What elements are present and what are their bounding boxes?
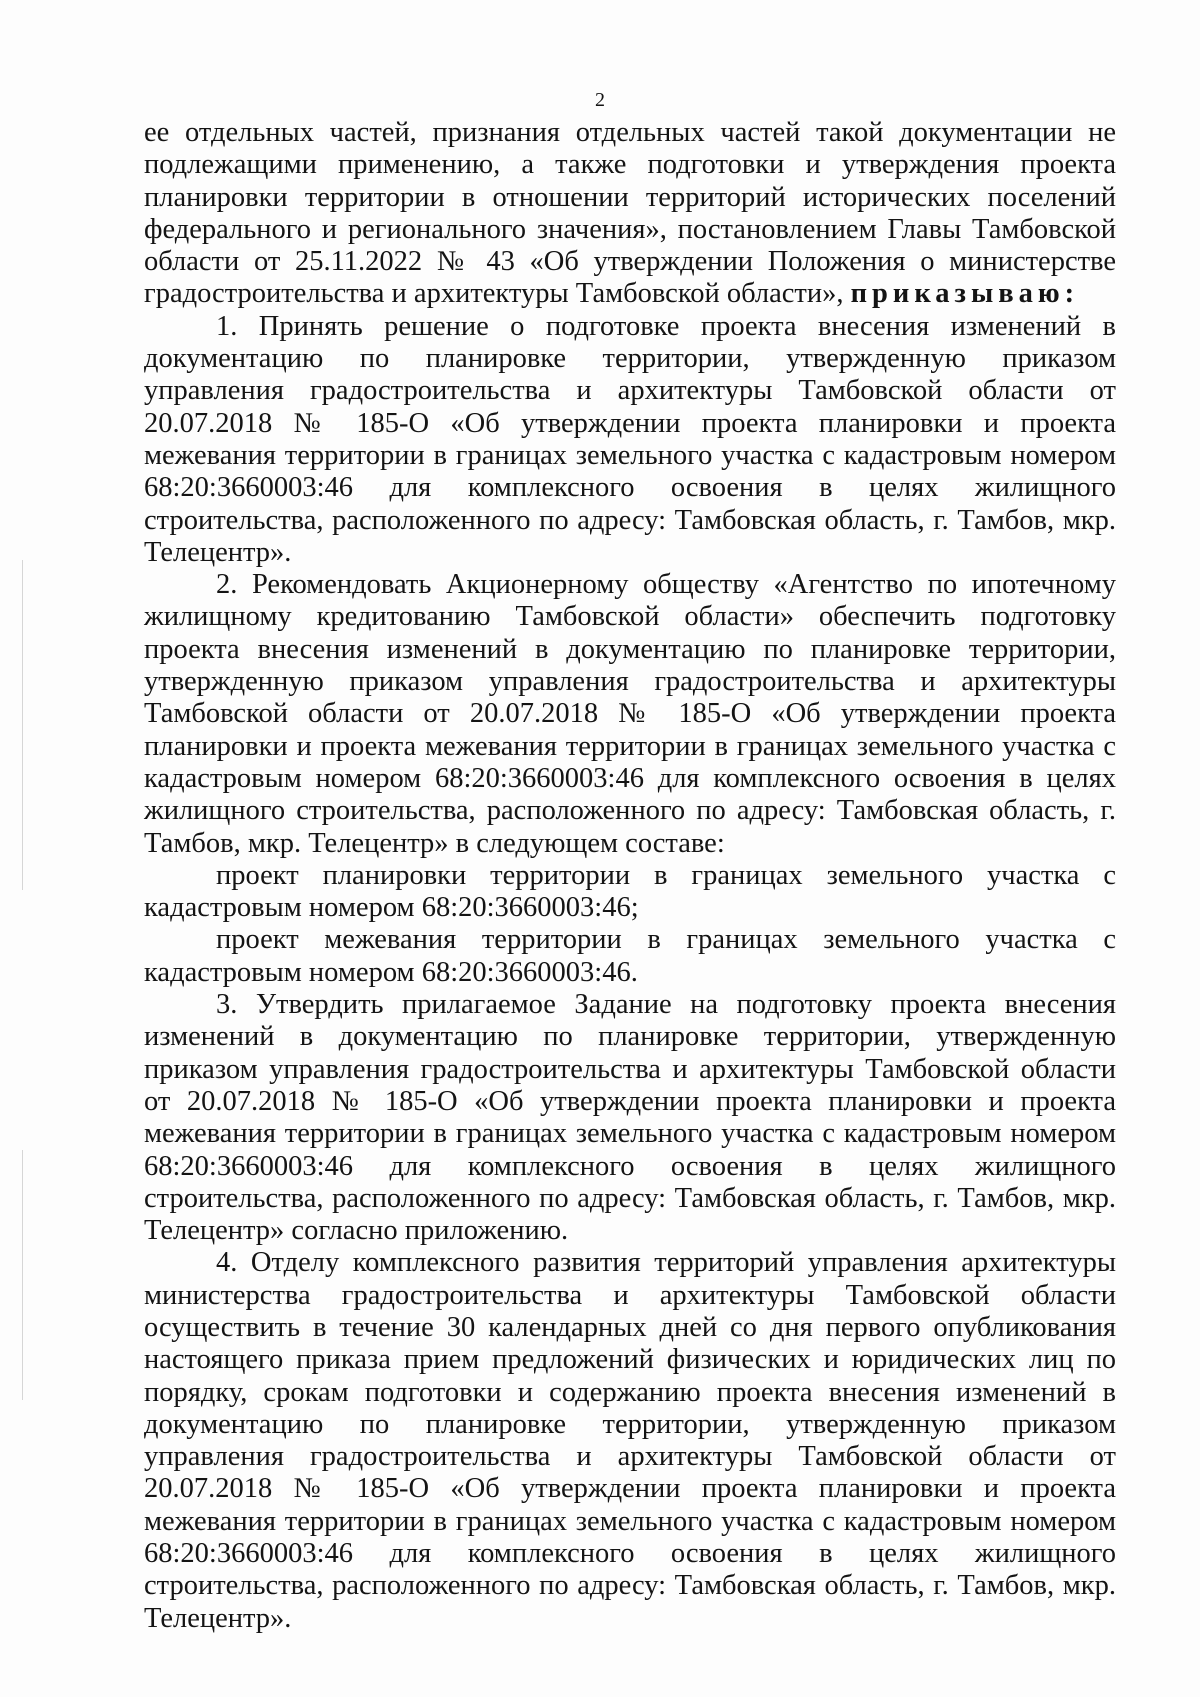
- intro-text: ее отдельных частей, признания отдельных частей такой документации не подлежащими применению, а также подготовки и утверждения проекта планировки территории в отношении территорий исторических поселений федерального и регионального значения», постановлением Главы Тамбовской области от 25.11.2022 № 43 «Об утверждении Положения о министерстве градостроительства и архитектуры Тамбовской области»,: [144, 117, 1116, 310]
- composition-item-planning: проект планировки территории в границах земельного участка с кадастровым номером 68:20:3660003:46;: [144, 859, 1116, 924]
- paragraph-item-3: 3. Утвердить прилагаемое Задание на подготовку проекта внесения изменений в документацию по планировке территории, утвержденную приказом управления градостроительства и архитектуры Тамбовской области от 20.07.2018 № 185-О «Об утверждении проекта планировки и проекта межевания территории в границах земельного участка с кадастровым номером 68:20:3660003:46 для комплексного освоения в целях жилищного строительства, расположенного по адресу: Тамбовская область, г. Тамбов, мкр. Телецентр» согласно приложению.: [144, 989, 1116, 1247]
- document-body: [144, 117, 1116, 1635]
- order-word: приказываю:: [850, 278, 1080, 310]
- scan-artifact-line: [22, 1150, 23, 1400]
- scan-artifact-line: [22, 560, 23, 890]
- paragraph-item-2: 2. Рекомендовать Акционерному обществу «Агентство по ипотечному жилищному кредитованию Тамбовской области» обеспечить подготовку проекта внесения изменений в документацию по планировке территории, утвержденную приказом управления градостроительства и архитектуры Тамбовской области от 20.07.2018 № 185-О «Об утверждении проекта планировки и проекта межевания территории в границах земельного участка с кадастровым номером 68:20:3660003:46 для комплексного освоения в целях жилищного строительства, расположенного по адресу: Тамбовская область, г. Тамбов, мкр. Телецентр» в следующем составе:: [144, 569, 1116, 859]
- paragraph-item-1: 1. Принять решение о подготовке проекта внесения изменений в документацию по планировке территории, утвержденную приказом управления градостроительства и архитектуры Тамбовской области от 20.07.2018 № 185-О «Об утверждении проекта планировки и проекта межевания территории в границах земельного участка с кадастровым номером 68:20:3660003:46 для комплексного освоения в целях жилищного строительства, расположенного по адресу: Тамбовская область, г. Тамбов, мкр. Телецентр».: [144, 310, 1116, 568]
- intro-paragraph: [144, 117, 1116, 311]
- page-number: 2: [595, 89, 605, 111]
- composition-item-surveying: проект межевания территории в границах земельного участка с кадастровым номером 68:20:3660003:46.: [144, 924, 1116, 988]
- paragraph-item-4: 4. Отделу комплексного развития территорий управления архитектуры министерства градостроительства и архитектуры Тамбовской области осуществить в течение 30 календарных дней со дня первого опубликования настоящего приказа прием предложений физических и юридических лиц по порядку, срокам подготовки и содержанию проекта внесения изменений в документацию по планировке территории, утвержденную приказом управления градостроительства и архитектуры Тамбовской области от 20.07.2018 № 185-О «Об утверждении проекта планировки и проекта межевания территории в границах земельного участка с кадастровым номером 68:20:3660003:46 для комплексного освоения в целях жилищного строительства, расположенного по адресу: Тамбовская область, г. Тамбов, мкр. Телецентр».: [144, 1247, 1116, 1634]
